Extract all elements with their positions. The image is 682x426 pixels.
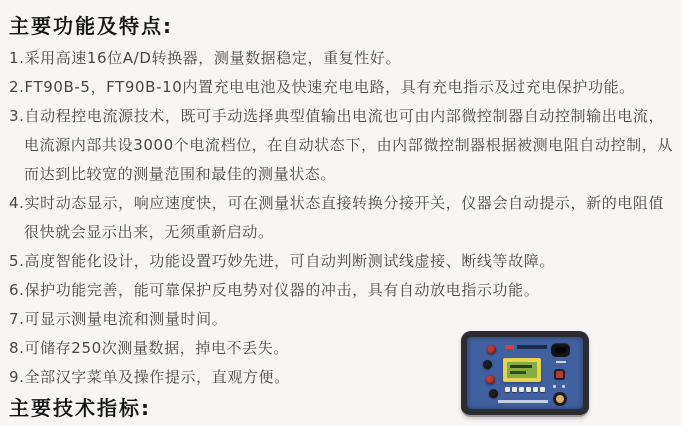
- binding-post-red-icon: [487, 345, 496, 354]
- feature-item-7: 7.可显示测量电流和测量时间。: [9, 310, 228, 328]
- keypad-key-icon: [512, 387, 517, 392]
- feature-item-3: 3.自动程控电流源技术，既可手动选择典型值输出电流也可由内部微控制器自动控制输出电流，电流源内部共设3000个电流档位，在自动状态下，由内部微控制器根据被测电阻自动控制，从而达到比较宽的测量范围和最佳的测量状态。: [9, 107, 673, 183]
- keypad-key-icon: [540, 387, 545, 392]
- keypad-key-icon: [505, 387, 510, 392]
- panel-marking-dot: [562, 385, 565, 388]
- specs-heading: 主要技术指标:: [9, 396, 151, 420]
- binding-post-red-icon: [486, 375, 495, 384]
- feature-item-4: 4.实时动态显示，响应速度快，可在测量状态直接转换分接开关，仪器会自动提示，新的电阻值很快就会显示出来，无须重新启动。: [9, 194, 665, 241]
- panel-title-mark: [517, 345, 547, 349]
- manufacturer-text-mark: [498, 400, 548, 403]
- feature-item-2: 2.FT90B-5，FT90B-10内置充电电池及快速充电电路，具有充电指示及过充电保护功能。: [9, 78, 635, 96]
- model-name-mark: [505, 345, 514, 349]
- power-socket-label-mark: [556, 361, 566, 363]
- feature-item-8: 8.可储存250次测量数据，掉电不丢失。: [9, 339, 289, 357]
- lcd-display: [503, 358, 541, 382]
- feature-item-5: 5.高度智能化设计，功能设置巧妙先进，可自动判断测试线虚接、断线等故障。: [9, 252, 555, 270]
- features-heading: 主要功能及特点:: [9, 14, 173, 38]
- power-socket-icon: [551, 343, 570, 357]
- feature-item-6: 6.保护功能完善，能可靠保护反电势对仪器的冲击，具有自动放电指示功能。: [9, 281, 540, 299]
- feature-item-9: 9.全部汉字菜单及操作提示，直观方便。: [9, 368, 290, 386]
- instrument-front-panel: [467, 337, 583, 409]
- keypad-key-icon: [533, 387, 538, 392]
- keypad-key-icon: [526, 387, 531, 392]
- binding-post-black-icon: [489, 389, 498, 398]
- feature-item-1: 1.采用高速16位A/D转换器，测量数据稳定，重复性好。: [9, 49, 402, 67]
- keypad: [505, 387, 545, 392]
- keypad-key-icon: [519, 387, 524, 392]
- red-button-icon: [556, 371, 563, 378]
- binding-post-black-icon: [483, 360, 492, 369]
- panel-marking-dot: [553, 385, 556, 388]
- instrument-photo: [461, 331, 589, 417]
- yellow-knob-icon: [556, 395, 564, 403]
- lcd-screen: [507, 362, 537, 378]
